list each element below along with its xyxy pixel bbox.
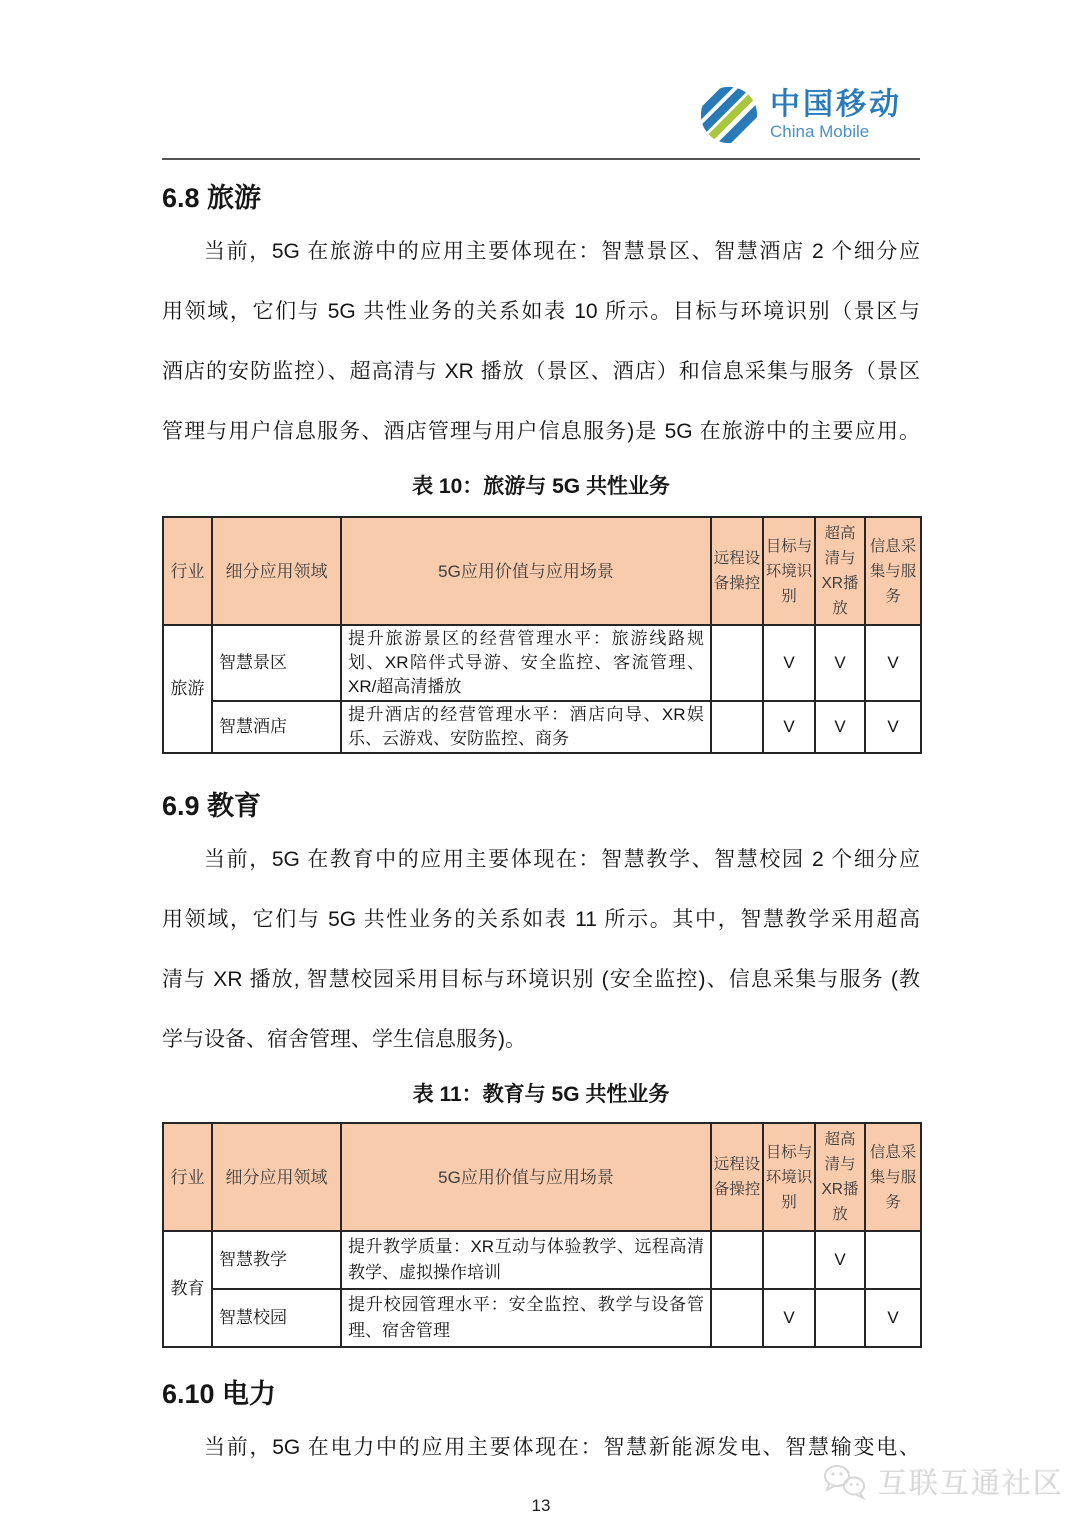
mark-cell: V (815, 701, 865, 753)
mark-cell: V (763, 625, 815, 701)
table-11-caption: 表 11：教育与 5G 共性业务 (412, 1083, 670, 1106)
document-page (162, 0, 920, 1516)
paragraph-6-8 (162, 222, 920, 462)
mark-cell (815, 1289, 865, 1347)
paragraph-line: 当前，5G 在旅游中的应用主要体现在：智慧景区、智慧酒店 2 个细分应 (204, 240, 920, 263)
wechat-icon (822, 1463, 870, 1501)
page-header (162, 0, 920, 160)
table-10 (162, 516, 922, 754)
paragraph-line: 酒店的安防监控）、超高清与 XR 播放（景区、酒店）和信息采集与服务（景区 (162, 360, 920, 383)
table-row (163, 625, 921, 701)
paragraph-line: 学与设备、宿舍管理、学生信息服务)。 (162, 1028, 526, 1051)
section-heading-6-9: 6.9 教育 (162, 791, 262, 821)
col-header-area: 细分应用领域 (212, 1123, 341, 1231)
logo-text-en: China Mobile (770, 121, 870, 141)
col-header-info: 信息采集与服务 (865, 1123, 921, 1231)
paragraph-6-9 (162, 830, 920, 1070)
col-header-info: 信息采集与服务 (865, 517, 921, 625)
table-header-row (163, 1123, 921, 1231)
col-header-area: 细分应用领域 (212, 517, 341, 625)
col-header-uhd: 超高清与XR播放 (815, 517, 865, 625)
table-row (163, 1231, 921, 1289)
area-cell: 智慧景区 (212, 625, 341, 701)
col-header-industry: 行业 (163, 517, 212, 625)
paragraph-line: 当前，5G 在电力中的应用主要体现在：智慧新能源发电、智慧输变电、 (204, 1436, 920, 1459)
paragraph-line: 清与 XR 播放, 智慧校园采用目标与环境识别 (安全监控)、信息采集与服务 (教 (162, 968, 920, 991)
mark-cell (711, 1289, 763, 1347)
desc-cell: 提升酒店的经营管理水平：酒店向导、XR娱乐、云游戏、安防监控、商务 (341, 701, 711, 753)
mark-cell: V (815, 625, 865, 701)
mark-cell (711, 625, 763, 701)
industry-cell: 旅游 (163, 625, 212, 753)
mark-cell (711, 1231, 763, 1289)
table-row (163, 1289, 921, 1347)
col-header-target: 目标与环境识别 (763, 1123, 815, 1231)
watermark-text: 互联互通社区 (877, 1468, 1064, 1500)
desc-cell: 提升教学质量：XR互动与体验教学、远程高清教学、虚拟操作培训 (341, 1231, 711, 1289)
mark-cell: V (865, 701, 921, 753)
desc-cell: 提升旅游景区的经营管理水平：旅游线路规划、XR陪伴式导游、安全监控、客流管理、XR/超高清播放 (341, 625, 711, 701)
mark-cell: V (763, 701, 815, 753)
col-header-target: 目标与环境识别 (763, 517, 815, 625)
paragraph-line: 当前，5G 在教育中的应用主要体现在：智慧教学、智慧校园 2 个细分应 (204, 848, 920, 871)
desc-cell: 提升校园管理水平：安全监控、教学与设备管理、宿舍管理 (341, 1289, 711, 1347)
mark-cell (763, 1231, 815, 1289)
col-header-value: 5G应用价值与应用场景 (341, 517, 711, 625)
mark-cell (711, 701, 763, 753)
logo-text-cn: 中国移动 (770, 88, 902, 122)
industry-cell: 教育 (163, 1231, 212, 1347)
table-row (163, 701, 921, 753)
col-header-industry: 行业 (163, 1123, 212, 1231)
table-10-caption: 表 10：旅游与 5G 共性业务 (412, 475, 670, 498)
watermark (822, 1461, 1064, 1502)
paragraph-6-10 (162, 1418, 920, 1478)
col-header-remote: 远程设备操控 (711, 517, 763, 625)
china-mobile-logo-icon (698, 84, 760, 146)
page-number: 13 (531, 1496, 551, 1515)
area-cell: 智慧校园 (212, 1289, 341, 1347)
table-11 (162, 1122, 922, 1348)
mark-cell: V (865, 1289, 921, 1347)
col-header-value: 5G应用价值与应用场景 (341, 1123, 711, 1231)
paragraph-line: 用领域，它们与 5G 共性业务的关系如表 11 所示。其中，智慧教学采用超高 (162, 908, 920, 931)
paragraph-line: 管理与用户信息服务、酒店管理与用户信息服务)是 5G 在旅游中的主要应用。 (162, 420, 920, 443)
mark-cell: V (865, 625, 921, 701)
col-header-remote: 远程设备操控 (711, 1123, 763, 1231)
col-header-uhd: 超高清与XR播放 (815, 1123, 865, 1231)
area-cell: 智慧酒店 (212, 701, 341, 753)
paragraph-line: 用领域，它们与 5G 共性业务的关系如表 10 所示。目标与环境识别（景区与 (162, 300, 920, 323)
china-mobile-logo (698, 84, 920, 146)
header-divider (162, 158, 920, 160)
area-cell: 智慧教学 (212, 1231, 341, 1289)
table-header-row (163, 517, 921, 625)
mark-cell (865, 1231, 921, 1289)
mark-cell: V (763, 1289, 815, 1347)
section-heading-6-10: 6.10 电力 (162, 1379, 277, 1409)
mark-cell: V (815, 1231, 865, 1289)
section-heading-6-8: 6.8 旅游 (162, 183, 262, 213)
